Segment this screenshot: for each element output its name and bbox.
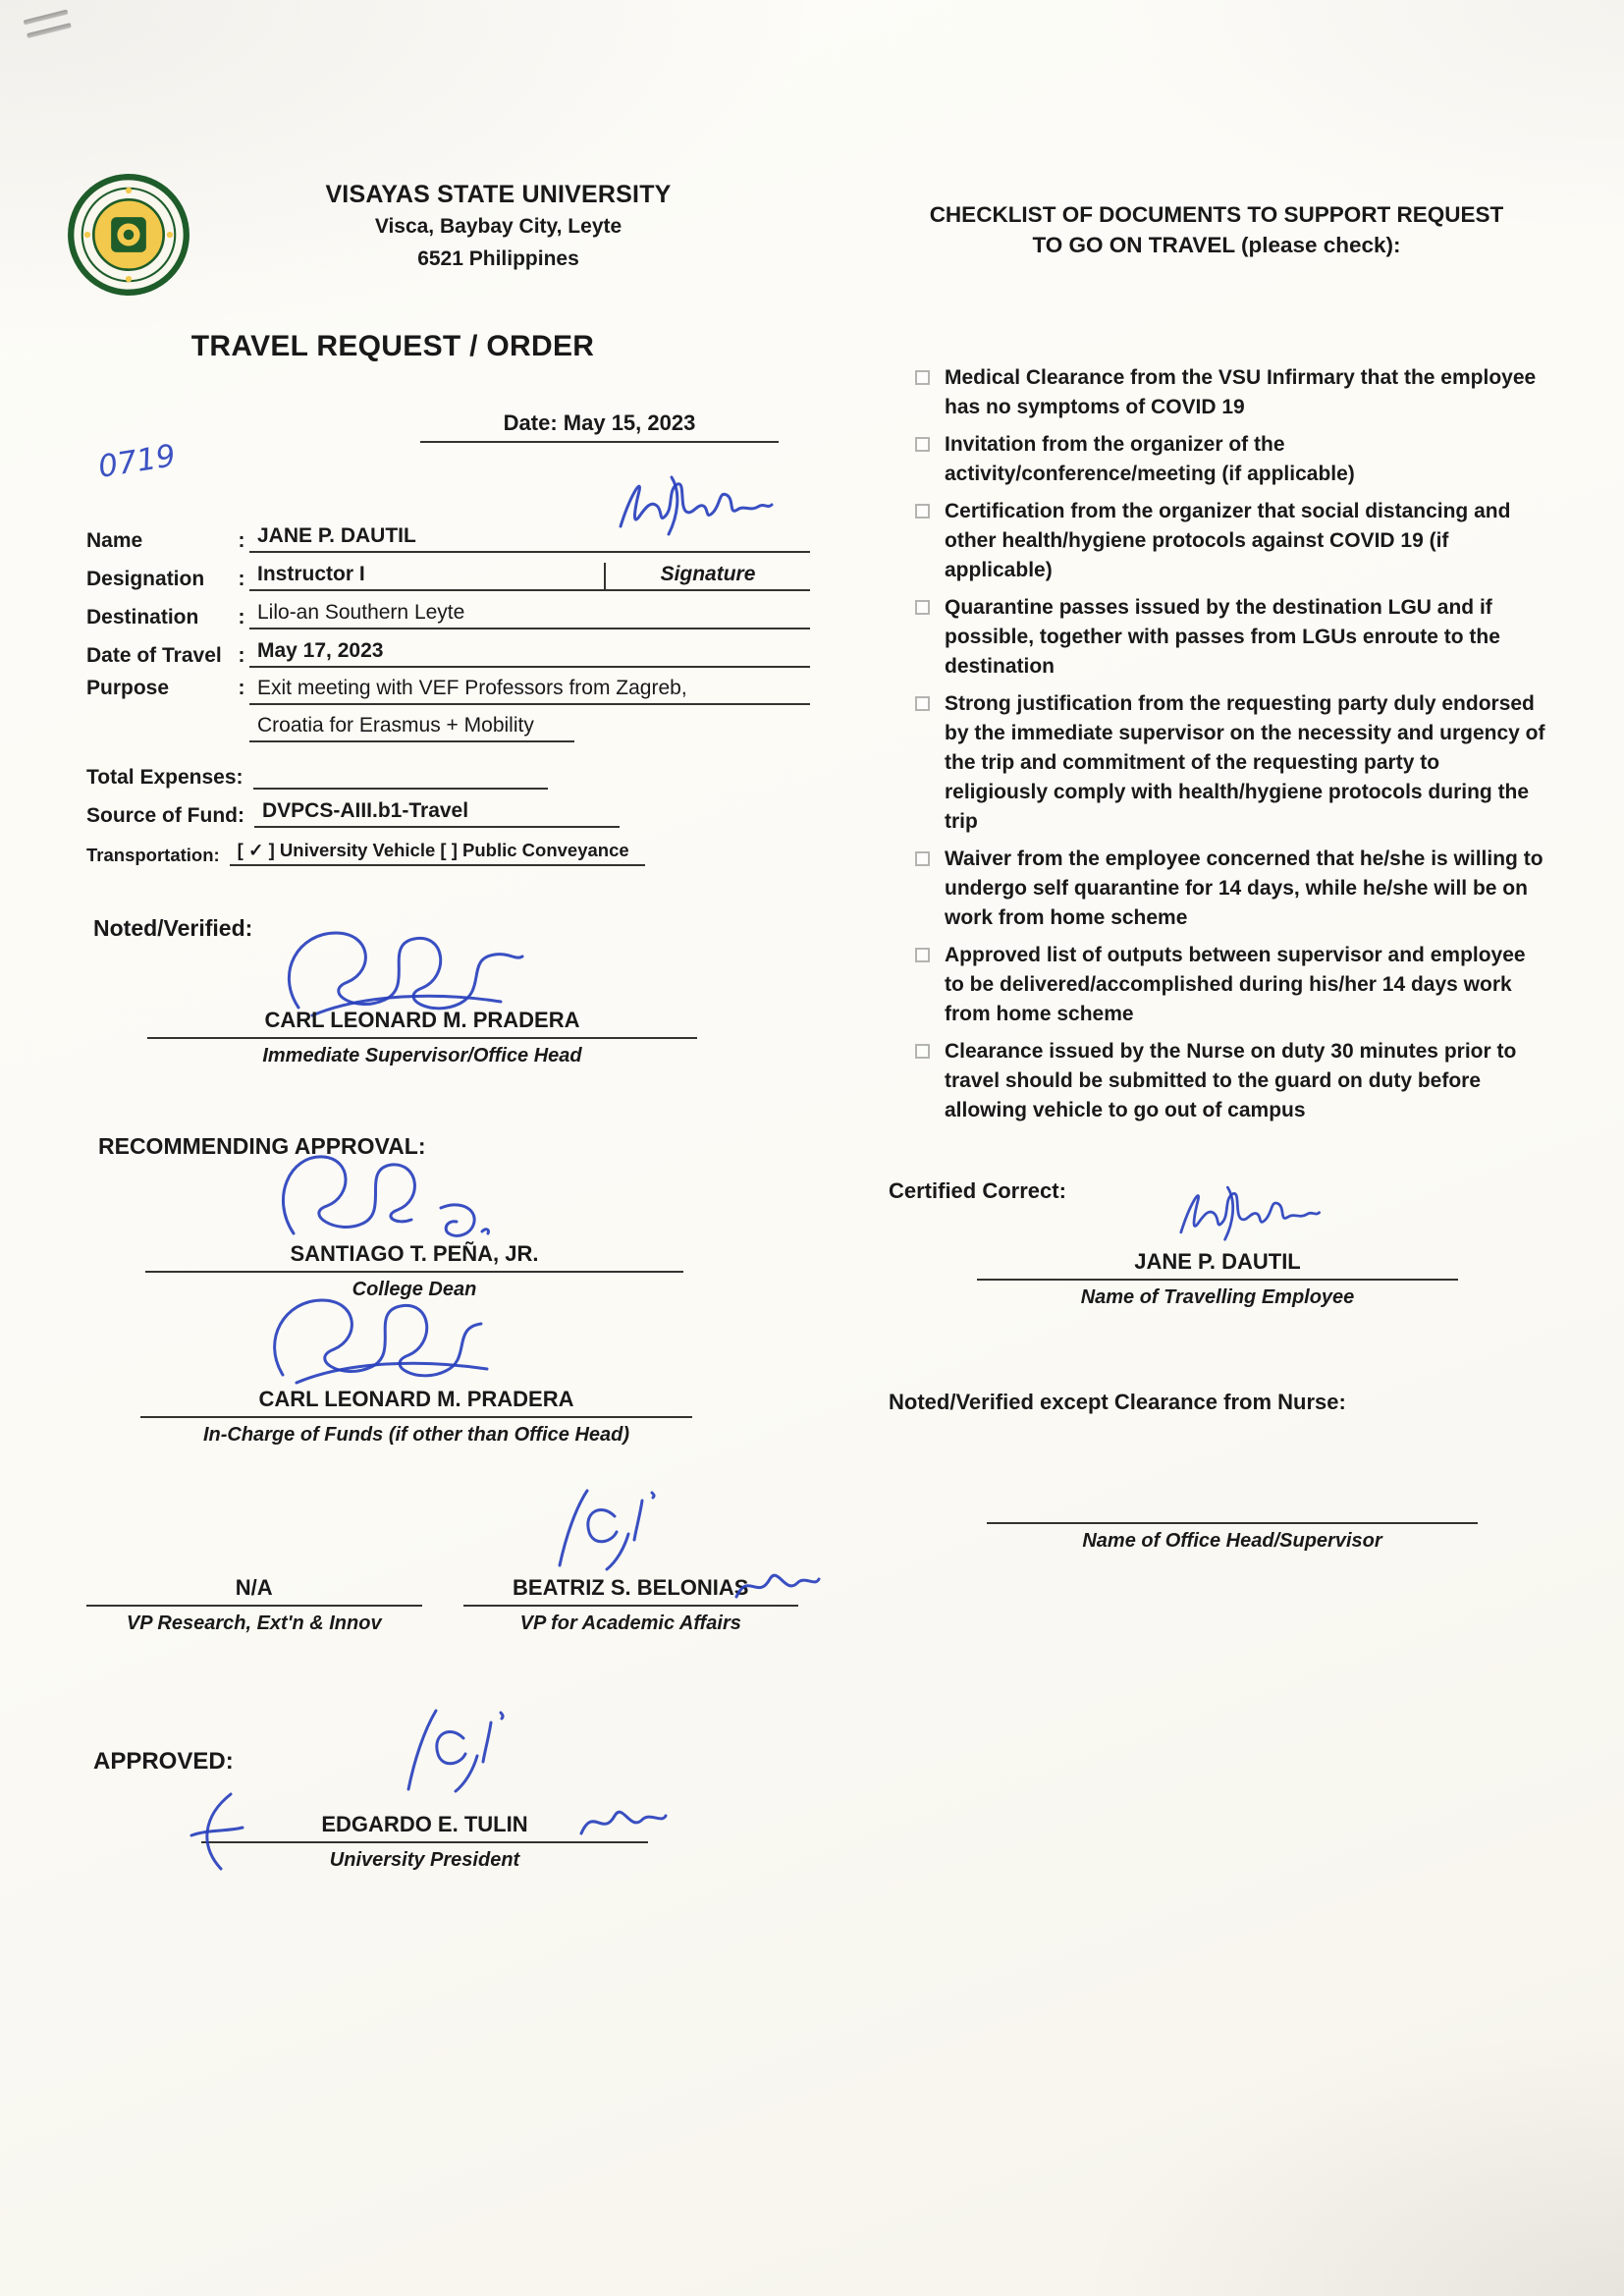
name-value: JANE P. DAUTIL [249,524,810,553]
transportation-label: Transportation: [86,845,220,865]
colon: : [238,529,245,552]
purpose-label: Purpose [86,677,170,699]
date-field: Date: May 15, 2023 [420,410,779,443]
checklist-item-text: Approved list of outputs between supervisor and employee to be delivered/accomplished during his/her 14 days work from home scheme [945,944,1526,1025]
vp-academic-role: VP for Academic Affairs [519,1613,741,1634]
colon: : [238,644,245,667]
signature-tulin [383,1703,550,1801]
vp-research-block [86,1485,422,1635]
vp-academic-block [463,1485,799,1635]
checklist [915,363,1545,1133]
purpose-line1: Exit meeting with VEF Professors from Zagreb, [249,677,810,705]
field-row-date-of-travel [86,638,810,668]
checklist-item [915,497,1545,585]
vp-research-role: VP Research, Ext'n & Innov [126,1613,382,1634]
checklist-title [882,199,1551,260]
supervisor-role: Immediate Supervisor/Office Head [262,1045,582,1066]
checklist-item [915,430,1545,489]
form-title: TRAVEL REQUEST / ORDER [190,330,595,362]
designation-value: Instructor I [257,563,365,585]
noted-except-nurse-label: Noted/Verified except Clearance from Nurse: [889,1390,1346,1414]
office-head-signature-block [987,1522,1478,1553]
destination-value: Lilo-an Southern Leyte [249,601,810,629]
checklist-item [915,593,1545,682]
dean-role: College Dean [352,1279,477,1300]
purpose-line2: Croatia for Erasmus + Mobility [249,714,574,742]
dean-name: SANTIAGO T. PEÑA, JR. [145,1241,683,1273]
checklist-item-text: Clearance issued by the Nurse on duty 30 minutes prior to travel should be submitted to the guard on duty before allowing vehicle to go out of campus [945,1040,1517,1121]
field-row-source-of-fund [86,798,810,828]
office-head-signature-line [987,1522,1478,1524]
certified-correct-label: Certified Correct: [889,1178,1066,1203]
checkbox-icon [915,504,930,519]
signature-pradera-2 [253,1286,509,1399]
purpose-value [249,677,810,751]
signature-tulin-flourish [573,1794,672,1848]
checklist-item [915,1037,1545,1125]
travelling-employee-name: JANE P. DAUTIL [977,1249,1458,1281]
field-row-destination [86,600,810,629]
colon: : [238,606,245,629]
checkbox-icon [915,437,930,452]
checkbox-icon [915,370,930,385]
field-row-purpose [86,677,810,751]
colon: : [238,568,245,590]
signature-belonias [532,1483,709,1576]
vp-academic-name: BEATRIZ S. BELONIAS [463,1575,799,1607]
checklist-item [915,363,1545,422]
letterhead [250,181,746,274]
certified-correct-block [889,1178,1546,1309]
vp-research-name: N/A [86,1575,422,1607]
signature-cell-label: Signature [604,563,810,589]
field-row-transportation [86,837,810,866]
field-row-name [86,523,810,553]
university-address: Visca, Baybay City, Leyte [374,215,623,238]
source-of-fund-value: DVPCS-AIII.b1-Travel [254,799,620,828]
field-row-total-expenses [86,760,810,790]
vsu-seal-logo [67,173,190,297]
checklist-title-line2: TO GO ON TRAVEL (please check): [1032,233,1401,257]
designation-label: Designation [86,568,205,590]
total-expenses-value [253,785,548,790]
date-of-travel-value: May 17, 2023 [249,639,810,668]
checklist-item [915,845,1545,933]
form-fields [86,523,810,875]
checklist-item-text: Medical Clearance from the VSU Infirmary that the employee has no symptoms of COVID 19 [945,366,1537,418]
president-name: EDGARDO E. TULIN [201,1812,648,1843]
travelling-employee-role: Name of Travelling Employee [1080,1286,1355,1308]
checklist-item-text: Strong justification from the requesting party duly endorsed by the immediate supervisor on the necessity and urgency of the trip and commitment of the requesting party to religiously comply with health/hygiene protocols during the trip [945,692,1545,833]
vp-signature-row [86,1485,798,1635]
checklist-item [915,689,1545,837]
checklist-item-text: Certification from the organizer that social distancing and other health/hygiene protocols against COVID 19 (if applicable) [945,500,1511,581]
president-role: University President [329,1849,520,1871]
supervisor-signature-block [147,931,697,1067]
president-signature-block [201,1689,648,1872]
checklist-item-text: Quarantine passes issued by the destination LGU and if possible, together with passes from LGUs enroute to the destination [945,596,1500,678]
checkbox-icon [915,851,930,866]
checklist-item-text: Waiver from the employee concerned that he/she is willing to undergo self quarantine for 14 days, while he/she will be on work from home scheme [945,847,1543,929]
supervisor-name: CARL LEONARD M. PRADERA [147,1008,697,1039]
funds-incharge-name: CARL LEONARD M. PRADERA [140,1387,692,1418]
date-of-travel-label: Date of Travel [86,644,222,667]
colon: : [238,677,245,699]
checkbox-icon [915,600,930,615]
transportation-value: [ ✓ ] University Vehicle [ ] Public Conveyance [230,840,645,866]
handwritten-tracking-number: 0719 [95,438,179,485]
noted-verified-label: Noted/Verified: [93,915,253,941]
dean-signature-block [145,1147,683,1301]
checkbox-icon [915,1044,930,1059]
office-head-role: Name of Office Head/Supervisor [1082,1530,1382,1552]
destination-label: Destination [86,606,199,629]
checkbox-icon [915,948,930,962]
designation-value-row [249,563,810,591]
source-of-fund-label: Source of Fund: [86,804,244,827]
funds-incharge-role: In-Charge of Funds (if other than Office Head) [202,1424,630,1446]
checklist-title-line1: CHECKLIST OF DOCUMENTS TO SUPPORT REQUEST [929,202,1504,227]
university-name: VISAYAS STATE UNIVERSITY [325,181,672,208]
checklist-item-text: Invitation from the organizer of the activity/conference/meeting (if applicable) [945,433,1355,485]
total-expenses-label: Total Expenses: [86,766,244,789]
funds-incharge-signature-block [140,1288,692,1447]
recommending-approval-label: RECOMMENDING APPROVAL: [98,1133,426,1159]
name-label: Name [86,529,143,552]
staple-mark [23,6,80,47]
university-zip: 6521 Philippines [417,247,579,270]
field-row-designation [86,562,810,591]
approved-label: APPROVED: [93,1748,234,1775]
checkbox-icon [915,696,930,711]
checklist-item [915,941,1545,1029]
